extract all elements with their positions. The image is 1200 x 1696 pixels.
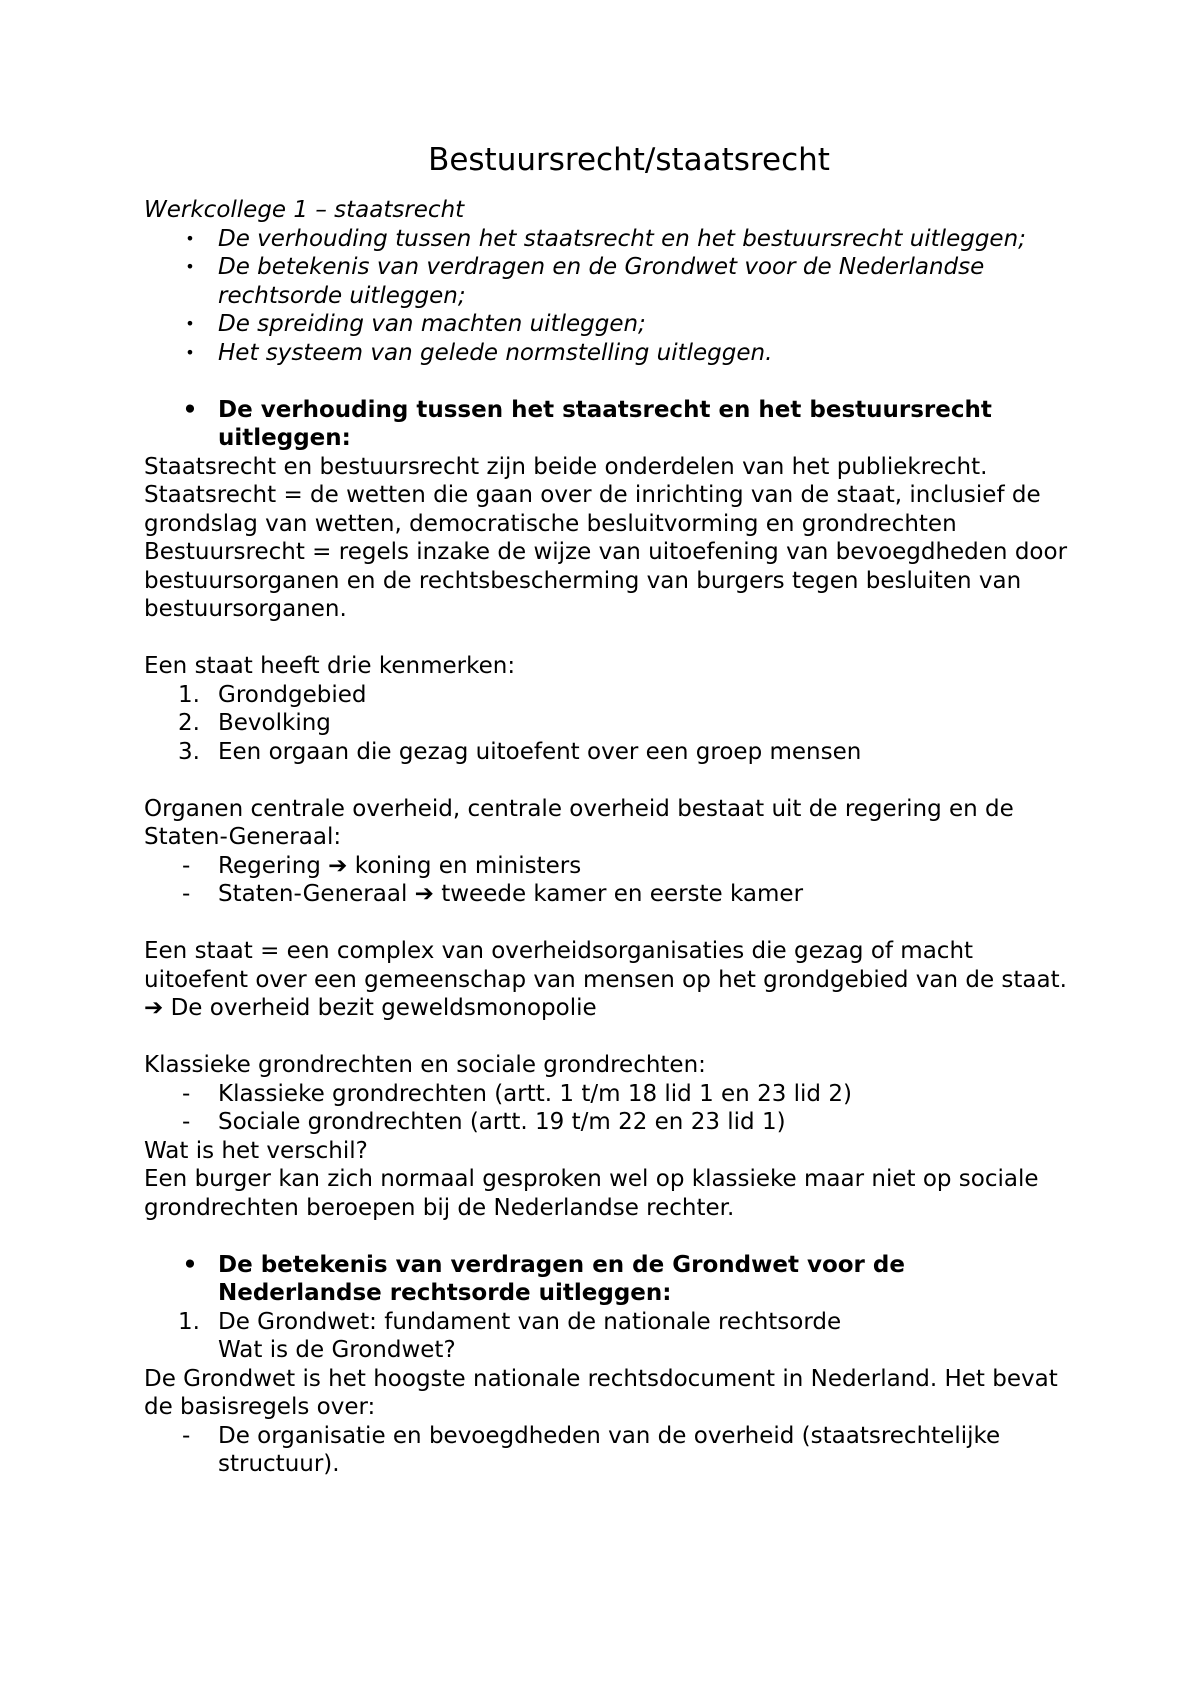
- paragraph: Staatsrecht = de wetten die gaan over de inrichting van de staat, inclusief de grondslag van wetten, democratische besluitvorming en grondrechten: [144, 482, 1041, 537]
- goal-text: Het systeem van gelede normstelling uitleggen.: [218, 339, 773, 366]
- list-item: [144, 310, 1074, 339]
- section2-heading-list: [144, 1251, 1074, 1308]
- spacer: [144, 367, 1074, 396]
- werkcollege-heading: Werkcollege 1 – staatsrecht: [144, 197, 465, 223]
- dash-marker: -: [182, 1422, 191, 1449]
- section2-heading-text: De betekenis van verdragen en de Grondwet voor de Nederlandse rechtsorde uitleggen:: [218, 1251, 905, 1306]
- kenmerken-list: [144, 681, 1074, 767]
- list-item-text: Regering ➔ koning en ministers: [218, 852, 582, 879]
- list-item: [144, 339, 1074, 368]
- paragraph: Staatsrecht en bestuursrecht zijn beide onderdelen van het publiekrecht.: [144, 453, 988, 480]
- list-item-text: De Grondwet: fundament van de nationale rechtsorde: [218, 1308, 842, 1335]
- list-number: 1.: [178, 1308, 200, 1335]
- list-item: [144, 709, 1074, 738]
- goal-text: De spreiding van machten uitleggen;: [218, 311, 646, 337]
- dash-marker: -: [182, 1080, 191, 1107]
- dash-marker: -: [182, 881, 191, 907]
- paragraph: De Grondwet is het hoogste nationale rechtsdocument in Nederland. Het bevat de basisregels over:: [144, 1365, 1058, 1420]
- list-item: [144, 253, 1074, 310]
- bullet-icon: •: [185, 314, 195, 333]
- document-page: [144, 140, 1074, 1479]
- basisregels-list: [144, 1422, 1074, 1479]
- paragraph: Bestuursrecht = regels inzake de wijze van uitoefening van bevoegdheden door bestuursorganen en de rechtsbescherming van burgers tegen besluiten van bestuursorganen.: [144, 539, 1068, 622]
- dash-marker: -: [182, 1109, 191, 1135]
- list-item: [144, 852, 1074, 881]
- goal-text: De betekenis van verdragen en de Grondwet voor de Nederlandse rechtsorde uitleggen;: [218, 254, 985, 309]
- document-title: Bestuursrecht/staatsrecht: [428, 142, 830, 178]
- section-heading: [144, 396, 1074, 453]
- list-item: [144, 738, 1074, 767]
- list-item-text: Bevolking: [218, 710, 331, 736]
- section1-heading-list: [144, 396, 1074, 453]
- list-number: 1.: [178, 681, 200, 708]
- list-item-text: Sociale grondrechten (artt. 19 t/m 22 en 23 lid 1): [218, 1109, 786, 1135]
- paragraph: Een staat heeft drie kenmerken:: [144, 653, 516, 679]
- spacer: [144, 909, 1074, 938]
- paragraph: Een staat = een complex van overheidsorganisaties die gezag of macht uitoefent over een gemeenschap van mensen op het grondgebied van de staat. ➔ De overheid bezit geweldsmonopolie: [144, 938, 1067, 1021]
- bullet-icon: •: [185, 228, 195, 248]
- dash-marker: -: [182, 852, 191, 879]
- list-item: [144, 1422, 1074, 1479]
- list-item-text: Een orgaan die gezag uitoefent over een groep mensen: [218, 738, 862, 765]
- list-item-text: Grondgebied: [218, 681, 367, 708]
- bullet-icon: •: [182, 1251, 198, 1278]
- list-item: [144, 681, 1074, 710]
- list-item: [144, 1080, 1074, 1109]
- paragraph: Wat is het verschil?: [144, 1137, 368, 1164]
- list-number: 2.: [178, 710, 200, 736]
- spacer: [144, 1222, 1074, 1251]
- paragraph: Organen centrale overheid, centrale overheid bestaat uit de regering en de Staten-Generaal:: [144, 795, 1014, 850]
- organen-list: [144, 852, 1074, 909]
- list-item-text: Wat is de Grondwet?: [218, 1337, 456, 1363]
- section1-heading-text: De verhouding tussen het staatsrecht en het bestuursrecht uitleggen:: [218, 396, 992, 451]
- spacer: [144, 1023, 1074, 1052]
- goal-text: De verhouding tussen het staatsrecht en het bestuursrecht uitleggen;: [218, 225, 1026, 252]
- list-item: [144, 225, 1074, 254]
- list-item-text: De organisatie en bevoegdheden van de overheid (staatsrechtelijke structuur).: [218, 1422, 1001, 1477]
- list-item-text: Klassieke grondrechten (artt. 1 t/m 18 lid 1 en 23 lid 2): [218, 1080, 852, 1107]
- werkcollege-goals-list: [144, 225, 1074, 368]
- bullet-icon: •: [182, 396, 198, 423]
- spacer: [144, 624, 1074, 653]
- grondwet-list: [144, 1308, 1074, 1365]
- grondrechten-list: [144, 1080, 1074, 1137]
- list-number: 3.: [178, 738, 200, 765]
- spacer: [144, 766, 1074, 795]
- paragraph: Klassieke grondrechten en sociale grondrechten:: [144, 1052, 706, 1078]
- section-heading: [144, 1251, 1074, 1308]
- bullet-icon: •: [185, 342, 195, 362]
- list-item-text: Staten-Generaal ➔ tweede kamer en eerste kamer: [218, 881, 804, 907]
- list-item: [144, 880, 1074, 909]
- list-item: [144, 1108, 1074, 1137]
- bullet-icon: •: [185, 257, 195, 276]
- list-item: [144, 1308, 1074, 1365]
- paragraph: Een burger kan zich normaal gesproken wel op klassieke maar niet op sociale grondrechten beroepen bij de Nederlandse rechter.: [144, 1166, 1039, 1221]
